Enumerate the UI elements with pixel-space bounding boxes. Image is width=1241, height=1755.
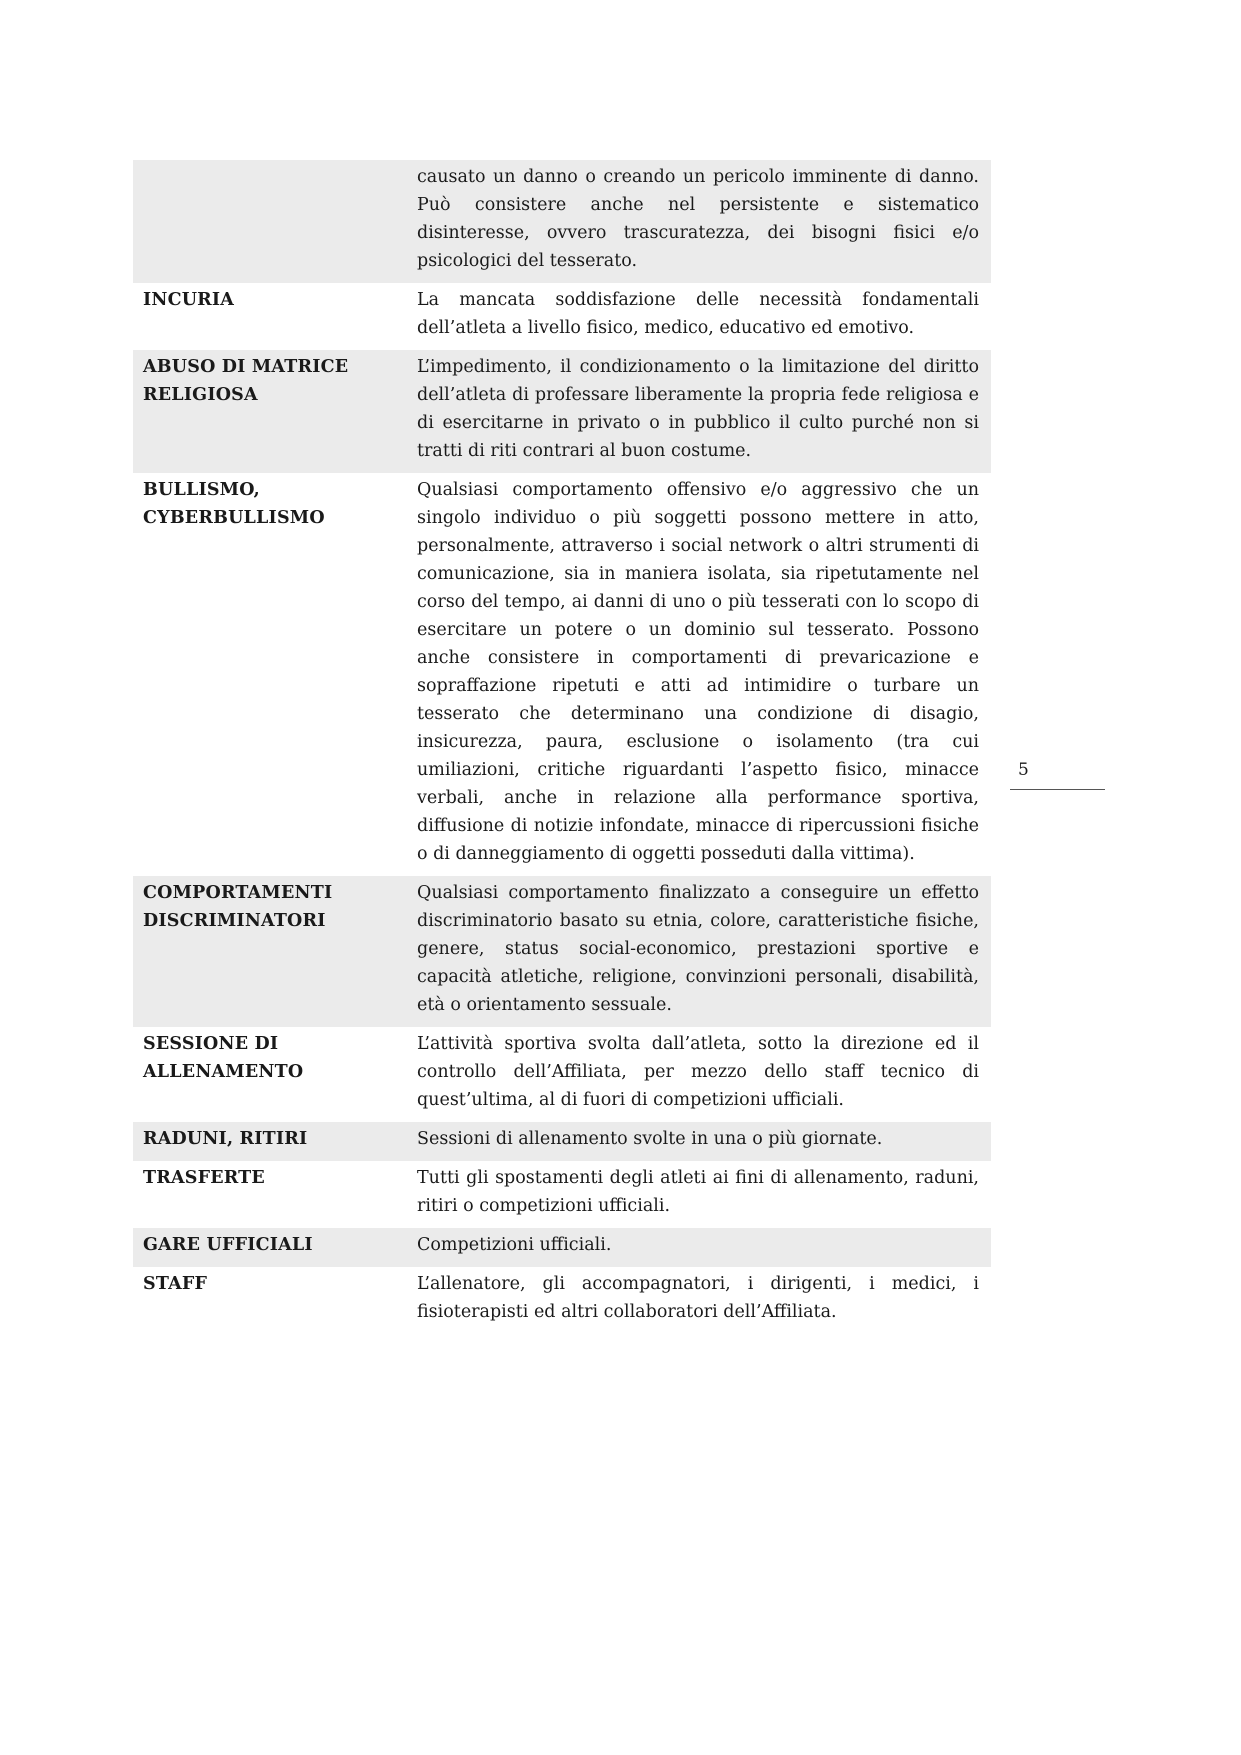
- term-cell: BULLISMO, CYBERBULLISMO: [133, 473, 407, 876]
- table-row: [133, 1027, 991, 1122]
- definition-cell: Tutti gli spostamenti degli atleti ai fini di allenamento, raduni, ritiri o competizioni ufficiali.: [407, 1161, 991, 1228]
- definition-cell: Competizioni ufficiali.: [407, 1228, 991, 1267]
- term-cell: INCURIA: [133, 283, 407, 350]
- table-row: [133, 1122, 991, 1161]
- definition-cell: Qualsiasi comportamento finalizzato a conseguire un effetto discriminatorio basato su etnia, colore, caratteristiche fisiche, genere, status social-economico, prestazioni sportive e capacità atletiche, religione, convinzioni personali, disabilità, età o orientamento sessuale.: [407, 876, 991, 1027]
- definition-cell: L’impedimento, il condizionamento o la limitazione del diritto dell’atleta di professare liberamente la propria fede religiosa e di esercitarne in privato o in pubblico il culto purché non si tratti di riti contrari al buon costume.: [407, 350, 991, 473]
- table-row: [133, 473, 991, 876]
- table-row: [133, 1267, 991, 1334]
- definitions-table: [133, 160, 991, 1334]
- table-row: [133, 283, 991, 350]
- table-row: [133, 350, 991, 473]
- table-row: [133, 876, 991, 1027]
- page-number-rule: [1010, 789, 1105, 790]
- term-cell: GARE UFFICIALI: [133, 1228, 407, 1267]
- definition-cell: L’allenatore, gli accompagnatori, i dirigenti, i medici, i fisioterapisti ed altri collaboratori dell’Affiliata.: [407, 1267, 991, 1334]
- term-cell: SESSIONE DI ALLENAMENTO: [133, 1027, 407, 1122]
- term-cell: RADUNI, RITIRI: [133, 1122, 407, 1161]
- term-cell: [133, 160, 407, 283]
- term-cell: COMPORTAMENTI DISCRIMINATORI: [133, 876, 407, 1027]
- term-cell: STAFF: [133, 1267, 407, 1334]
- term-cell: TRASFERTE: [133, 1161, 407, 1228]
- definition-cell: Sessioni di allenamento svolte in una o più giornate.: [407, 1122, 991, 1161]
- term-cell: ABUSO DI MATRICE RELIGIOSA: [133, 350, 407, 473]
- table-row: [133, 160, 991, 283]
- definition-cell: L’attività sportiva svolta dall’atleta, sotto la direzione ed il controllo dell’Affiliata, per mezzo dello staff tecnico di quest’ultima, al di fuori di competizioni ufficiali.: [407, 1027, 991, 1122]
- definition-cell: La mancata soddisfazione delle necessità fondamentali dell’atleta a livello fisico, medico, educativo ed emotivo.: [407, 283, 991, 350]
- page-number-block: [1010, 760, 1105, 790]
- page-number: 5: [1018, 760, 1029, 780]
- definition-cell: Qualsiasi comportamento offensivo e/o aggressivo che un singolo individuo o più soggetti possono mettere in atto, personalmente, attraverso i social network o altri strumenti di comunicazione, sia in maniera isolata, sia ripetutamente nel corso del tempo, ai danni di uno o più tesserati con lo scopo di esercitare un potere o un dominio sul tesserato. Possono anche consistere in comportamenti di prevaricazione e sopraffazione ripetuti e atti ad intimidire o turbare un tesserato che determinano una condizione di disagio, insicurezza, paura, esclusione o isolamento (tra cui umiliazioni, critiche riguardanti l’aspetto fisico, minacce verbali, anche in relazione alla performance sportiva, diffusione di notizie infondate, minacce di ripercussioni fisiche o di danneggiamento di oggetti posseduti dalla vittima).: [407, 473, 991, 876]
- table-row: [133, 1161, 991, 1228]
- definition-cell: causato un danno o creando un pericolo imminente di danno. Può consistere anche nel persistente e sistematico disinteresse, ovvero trascuratezza, dei bisogni fisici e/o psicologici del tesserato.: [407, 160, 991, 283]
- table-row: [133, 1228, 991, 1267]
